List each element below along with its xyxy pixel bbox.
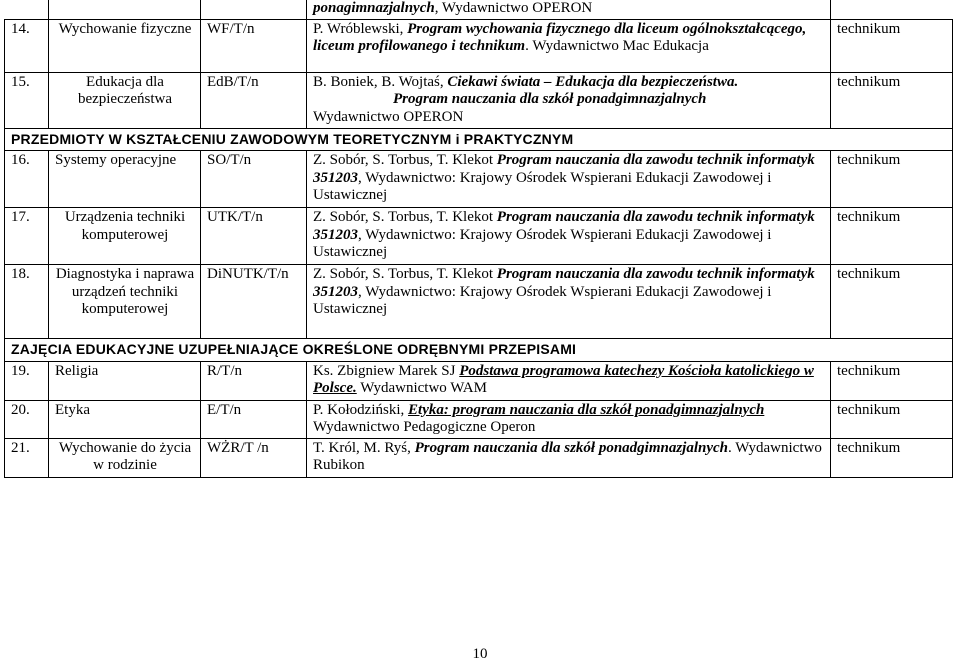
program-publisher: , Wydawnictwo: Krajowy Ośrodek Wspierani Edukacji Zawodowej i Ustawicznej — [313, 226, 772, 260]
program-author: Z. Sobór, S. Torbus, T. Klekot — [313, 209, 497, 225]
row-number: 15. — [5, 72, 49, 128]
program-publisher: , Wydawnictwo: Krajowy Ośrodek Wspierani Edukacji Zawodowej i Ustawicznej — [313, 283, 772, 317]
program-title: Program wychowania fizycznego dla liceum ogólnokształcącego, liceum profilowanego i technikum — [313, 20, 807, 54]
section-heading: PRZEDMIOTY W KSZTAŁCENIU ZAWODOWYM TEORETYCZNYM i PRAKTYCZNYM — [5, 128, 953, 151]
program-author: Z. Sobór, S. Torbus, T. Klekot — [313, 266, 497, 282]
table-row — [5, 400, 953, 438]
subject-code: DiNUTK/T/n — [201, 265, 307, 339]
page-number: 10 — [472, 646, 488, 662]
program-author: B. Boniek, B. Wojtaś, — [313, 73, 448, 90]
subject-name: Etyka — [49, 400, 201, 438]
school-type: technikum — [831, 19, 953, 72]
program-cell — [307, 361, 831, 400]
program-title: Program nauczania dla zawodu technik informatyk 351203 — [313, 266, 815, 300]
table-row — [5, 361, 953, 400]
program-cell — [307, 151, 831, 208]
program-publisher: . Wydawnictwo Mac Edukacja — [525, 38, 709, 54]
school-type: technikum — [831, 438, 953, 477]
subject-code: SO/T/n — [201, 151, 307, 208]
school-type: technikum — [831, 265, 953, 339]
program-author: P. Wróblewski, — [313, 20, 408, 37]
subject-name: Wychowanie do życia w rodzinie — [49, 438, 201, 477]
table-row — [5, 72, 953, 128]
program-title: Etyka: program nauczania dla szkół ponadgimnazjalnych — [408, 401, 765, 418]
subject-name: Diagnostyka i naprawa urządzeń techniki komputerowej — [49, 265, 201, 339]
program-title: Program nauczania dla szkół ponadgimnazjalnych — [393, 91, 707, 107]
school-type: technikum — [831, 151, 953, 208]
program-cell — [307, 265, 831, 339]
program-author: P. Kołodziński, — [313, 401, 409, 418]
program-cell — [307, 208, 831, 265]
table-row — [5, 265, 953, 339]
subject-name: Wychowanie fizyczne — [49, 19, 201, 72]
section-row — [5, 128, 953, 151]
program-title: Program nauczania dla zawodu technik informatyk 351203 — [313, 152, 815, 186]
school-type: technikum — [831, 72, 953, 128]
program-title: Program nauczania dla szkół ponadgimnazjalnych — [414, 439, 729, 456]
subject-code: UTK/T/n — [201, 208, 307, 265]
subject-code: E/T/n — [201, 400, 307, 438]
subject-code: WŻR/T /n — [201, 438, 307, 477]
program-cell — [307, 0, 831, 19]
row-number: 16. — [5, 151, 49, 208]
program-publisher: . Wydawnictwo Rubikon — [313, 439, 822, 473]
subject-name: Edukacja dla bezpieczeństwa — [49, 72, 201, 128]
program-cell — [307, 72, 831, 128]
program-title: Program nauczania dla zawodu technik informatyk 351203 — [313, 209, 815, 243]
row-number: 18. — [5, 265, 49, 339]
school-type: technikum — [831, 361, 953, 400]
row-number: 19. — [5, 361, 49, 400]
program-title: Ciekawi świata – Edukacja dla bezpieczeństwa. — [447, 73, 739, 90]
section-heading: ZAJĘCIA EDUKACYJNE UZUPEŁNIAJĄCE OKREŚLONE ODRĘBNYMI PRZEPISAMI — [5, 339, 953, 362]
program-publisher: , Wydawnictwo OPERON — [434, 0, 593, 16]
row-number: 21. — [5, 438, 49, 477]
school-type: technikum — [831, 208, 953, 265]
row-number: 14. — [5, 19, 49, 72]
subject-code: R/T/n — [201, 361, 307, 400]
program-cell — [307, 19, 831, 72]
subject-name: Systemy operacyjne — [49, 151, 201, 208]
table-row — [5, 438, 953, 477]
row-number: 17. — [5, 208, 49, 265]
row-number: 20. — [5, 400, 49, 438]
table-row — [5, 208, 953, 265]
continuation-row — [5, 0, 953, 19]
subject-name: Religia — [49, 361, 201, 400]
program-publisher: Wydawnictwo WAM — [356, 380, 487, 396]
program-title: Podstawa programowa katechezy Kościoła katolickiego w Polsce. — [313, 362, 814, 396]
program-cell — [307, 400, 831, 438]
section-row — [5, 339, 953, 362]
table-row — [5, 151, 953, 208]
program-title: ponagimnazjalnych — [313, 0, 435, 16]
program-author: Ks. Zbigniew Marek SJ — [313, 362, 460, 379]
curriculum-table — [4, 0, 953, 478]
program-author: T. Król, M. Ryś, — [313, 439, 415, 456]
program-publisher: Wydawnictwo OPERON — [313, 108, 464, 125]
subject-code: WF/T/n — [201, 19, 307, 72]
program-publisher: , Wydawnictwo: Krajowy Ośrodek Wspierani Edukacji Zawodowej i Ustawicznej — [313, 169, 772, 203]
program-publisher: Wydawnictwo Pedagogiczne Operon — [313, 419, 536, 435]
school-type: technikum — [831, 400, 953, 438]
program-cell — [307, 438, 831, 477]
program-author: Z. Sobór, S. Torbus, T. Klekot — [313, 152, 497, 168]
subject-code: EdB/T/n — [201, 72, 307, 128]
table-row — [5, 19, 953, 72]
subject-name: Urządzenia techniki komputerowej — [49, 208, 201, 265]
